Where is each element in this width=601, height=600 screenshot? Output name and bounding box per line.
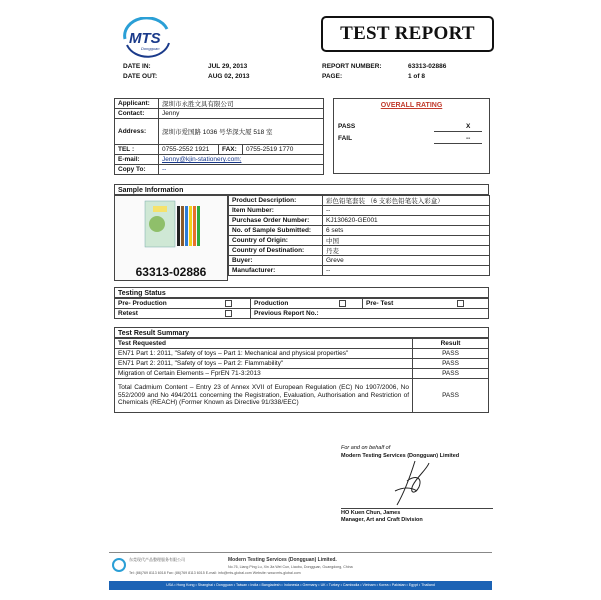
manufacturer-value: -- [323,266,490,276]
signer-name: HO Kuen Chun, James [341,510,401,516]
applicant-value: 深圳市永胜文具有限公司 [159,99,324,109]
test-result: PASS [413,379,489,413]
tel-value: 0755-2552 1921 [159,145,219,155]
table-row [115,369,489,379]
testing-status-title: Testing Status [114,287,489,298]
sample-info-table [228,195,490,276]
report-number-label: REPORT NUMBER: [322,63,382,70]
sample-photo-caption: 63313-02886 [135,265,207,279]
page-label: PAGE: [322,73,343,80]
country-origin-value: 中国 [323,236,490,246]
pre-production-checkbox[interactable] [225,300,232,307]
footer-en-company: Modern Testing Services (Dongguan) Limited. [228,557,337,563]
sample-photo [115,196,227,256]
fail-underline [434,143,482,144]
fax-value: 0755-2519 1770 [243,145,324,155]
sample-info-title: Sample Information [114,184,489,195]
country-origin-label: Country of Origin: [229,236,323,246]
previous-report-value [433,309,489,319]
fail-mark: -- [466,135,471,142]
po-number-label: Purchase Order Number: [229,216,323,226]
address-label: Address: [115,119,159,145]
report-title: TEST REPORT [321,16,494,52]
pass-underline [434,131,482,132]
retest-checkbox[interactable] [225,310,232,317]
footer-country-bar: USA • Hong Kong • Shanghai • Dongguan • Taiwan • India • Bangladesh • Indonesia • Germany • UK • Turkey • Cambodia • Vietnam • Korea • Pakistan • Egypt • Thailand [109,581,492,590]
country-destination-label: Country of Destination: [229,246,323,256]
fail-label: FAIL [338,135,353,142]
test-result: PASS [413,359,489,369]
pre-test-label: Pre- Test [363,299,433,309]
pass-label: PASS [338,123,356,130]
footer-contact: Tel: (86)769 8113 6018 Fax: (86)769 8113 6015 E-mail: info@mts-global.com Website: www.mts-global.com [129,571,301,575]
signature-line [341,508,493,509]
country-destination-value: 丹麦 [323,246,490,256]
pre-test-checkbox[interactable] [457,300,464,307]
email-label: E-mail: [115,155,159,165]
test-name: EN71 Part 2: 2011, "Safety of toys – Part 2: Flammability" [115,359,413,369]
company-logo [117,17,177,59]
address-value: 深圳市爱国路 1036 号华深大厦 518 室 [159,119,324,145]
signature-image [385,457,435,509]
overall-rating-title: OVERALL RATING [380,102,443,109]
po-number-value: KJ130620-GE001 [323,216,490,226]
pre-production-label: Pre- Production [115,299,207,309]
report-number-value: 63313-02886 [408,63,447,70]
footer-logo-icon [112,558,126,572]
table-row [115,349,489,359]
copy-to-label: Copy To: [115,165,159,175]
signing-company: Modern Testing Services (Dongguan) Limited [341,453,460,459]
test-name: Total Cadmium Content – Entry 23 of Annex XVII of European Regulation (EC) No 1907/2006, No 552/2009 and No 494/2011 concerning the Registration, Evaluation, Authorisation and Restriction of Chemicals (REACH) (Former Known as Directive 91/338/EEC) [115,379,413,413]
result-header: Result [413,339,489,349]
test-requested-header: Test Requested [115,339,413,349]
buyer-label: Buyer: [229,256,323,266]
item-number-value: -- [323,206,490,216]
sample-count-value: 6 sets [323,226,490,236]
applicant-table [114,98,324,175]
table-row [115,359,489,369]
email-link[interactable]: Jenny@kjin-stationery.com; [159,155,324,165]
test-result-table [114,338,489,413]
item-number-label: Item Number: [229,206,323,216]
applicant-label: Applicant: [115,99,159,109]
production-checkbox[interactable] [339,300,346,307]
test-result-summary-title: Test Result Summary [114,327,489,338]
previous-report-label: Previous Report No.: [251,309,433,319]
footer-divider [109,552,492,553]
test-result: PASS [413,369,489,379]
footer-address: No.76, Liang Ping Lu, Xin Jia Wei Cun, Liaobu, Dongguan, Guangdong, China [228,565,353,569]
product-description-label: Product Description: [229,196,323,206]
test-name: Migration of Certain Elements – FprEN 71-3:2013 [115,369,413,379]
date-in-label: DATE IN: [123,63,151,70]
logo-text: MTS [129,30,161,47]
date-in-value: JUL 29, 2013 [208,63,248,70]
sample-photo-frame [114,195,228,281]
for-behalf-text: For and on behalf of [341,445,391,451]
product-description-value: 彩色铅笔套装 （6 支彩色铅笔装入彩盒） [323,196,490,206]
signer-title: Manager, Art and Craft Division [341,517,423,523]
production-label: Production [251,299,323,309]
page-value: 1 of 8 [408,73,425,80]
manufacturer-label: Manufacturer: [229,266,323,276]
fax-label: FAX: [219,145,243,155]
tel-label: TEL : [115,145,159,155]
pass-mark: X [466,123,471,130]
table-row [115,379,489,413]
retest-label: Retest [115,309,207,319]
logo-subtitle: Dongguan [141,46,160,51]
footer-cn-company: 东莞现代产品整理服务有限公司 [129,557,185,562]
date-out-label: DATE OUT: [123,73,158,80]
buyer-value: Greve [323,256,490,266]
contact-label: Contact: [115,109,159,119]
date-out-value: AUG 02, 2013 [208,73,250,80]
test-name: EN71 Part 1: 2011, "Safety of toys – Part 1: Mechanical and physical properties" [115,349,413,359]
testing-status-table [114,298,489,319]
sample-count-label: No. of Sample Submitted: [229,226,323,236]
overall-rating-box [333,98,490,174]
copy-to-value: -- [159,165,324,175]
contact-value: Jenny [159,109,324,119]
test-result: PASS [413,349,489,359]
